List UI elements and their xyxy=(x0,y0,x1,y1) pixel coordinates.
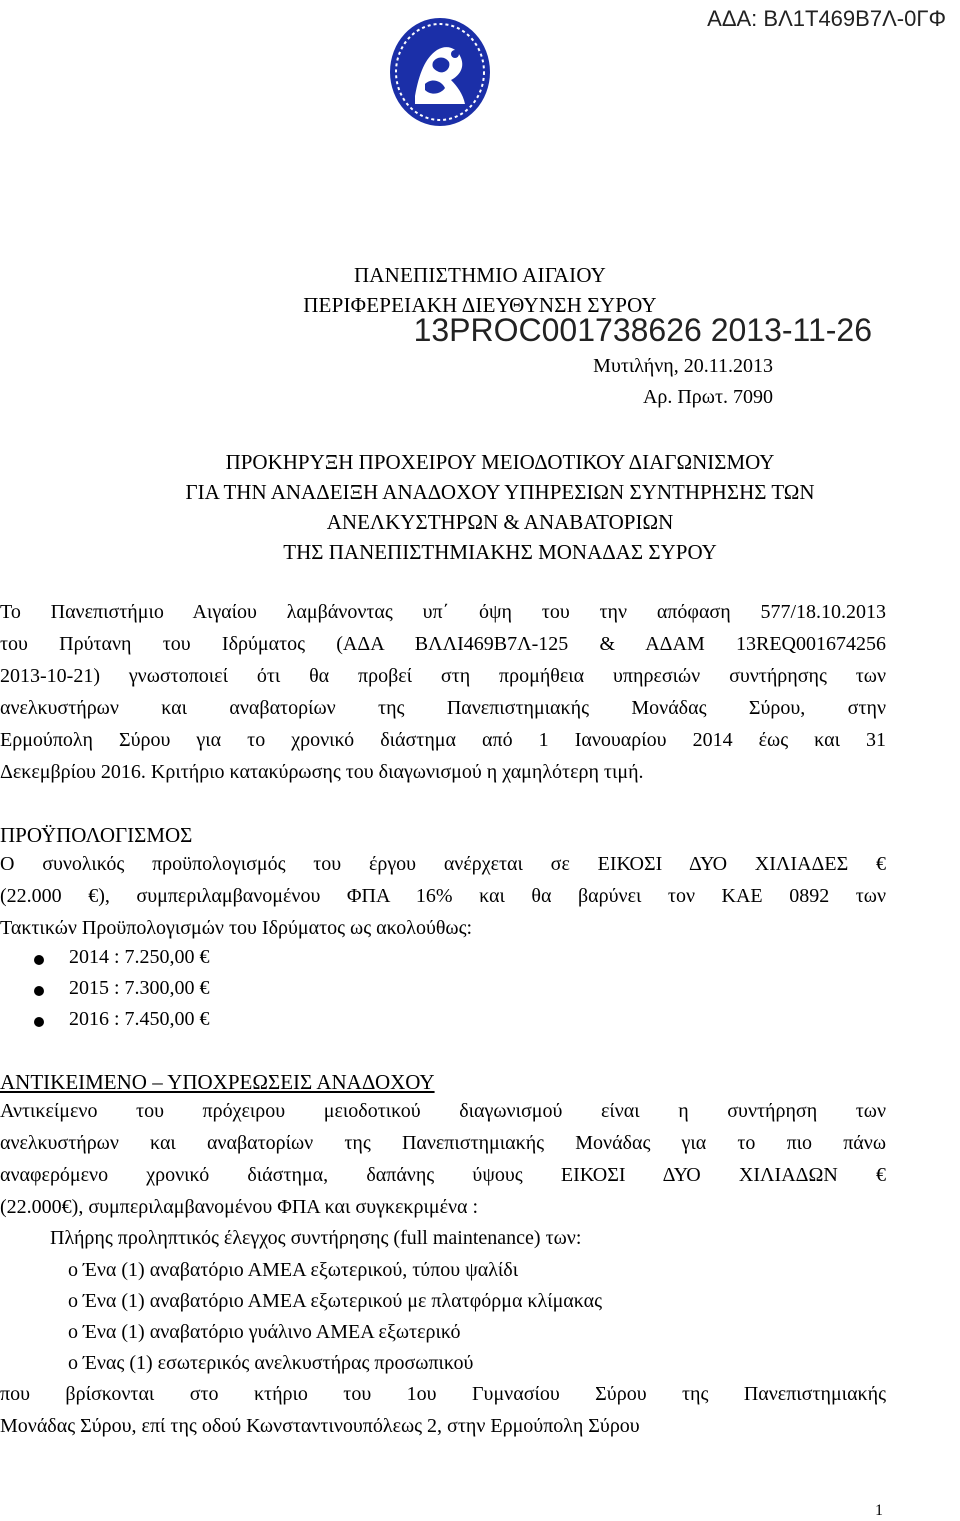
place-date: Μυτιλήνη, 20.11.2013 xyxy=(593,355,773,377)
intro-line: Δεκεμβρίου 2016. Κριτήριο κατακύρωσης του διαγωνισμού η χαμηλότερη τιμή. xyxy=(0,761,644,783)
subject-heading: ΑΝΤΙΚΕΙΜΕΝΟ – ΥΠΟΧΡΕΩΣΕΙΣ ΑΝΑΔΟΧΟΥ xyxy=(0,1070,435,1094)
university-name: ΠΑΝΕΠΙΣΤΗΜΙΟ ΑΙΓΑΙΟΥ xyxy=(353,263,607,287)
unit-item: ο Ένα (1) αναβατόριο γυάλινο ΑΜΕΑ εξωτερικό xyxy=(68,1321,461,1343)
ada-code: ΑΔΑ: ΒΛ1Τ469Β7Λ-0ΓΦ xyxy=(707,6,946,31)
budget-line: Τακτικών Προϋπολογισμών του Ιδρύματος ως ακολούθως: xyxy=(0,917,473,939)
procurement-ref-code: 13PROC001738626 2013-11-26 xyxy=(413,312,872,348)
closing-line: που βρίσκονται στο κτήριο του 1ου Γυμνασίου Σύρου της Πανεπιστημιακής xyxy=(0,1383,886,1405)
intro-line: του Πρύτανη του Ιδρύματος (ΑΔΑ ΒΛΛΙ469Β7Λ-125 & ΑΔΑΜ 13REQ001674256 xyxy=(0,633,886,655)
subject-line: Αντικείμενο του πρόχειρου μειοδοτικού διαγωνισμού είναι η συντήρηση των xyxy=(0,1100,886,1122)
budget-heading: ΠΡΟΫΠΟΛΟΓΙΣΜΟΣ xyxy=(0,823,193,847)
title-line: ΠΡΟΚΗΡΥΞΗ ΠΡΟΧΕΙΡΟΥ ΜΕΙΟΔΟΤΙΚΟΥ ΔΙΑΓΩΝΙΣΜΟΥ xyxy=(225,450,775,474)
title-line: ΑΝΕΛΚΥΣΤΗΡΩΝ & ΑΝΑΒΑΤΟΡΙΩΝ xyxy=(326,510,674,534)
closing-line: Μονάδας Σύρου, επί της οδού Κωνσταντινουπόλεως 2, στην Ερμούπολη Σύρου xyxy=(0,1415,640,1437)
university-seal-logo xyxy=(385,14,495,130)
bullet-icon xyxy=(34,955,44,965)
directorate-name: ΠΕΡΙΦΕΡΕΙΑΚΗ ΔΙΕΥΘΥΝΣΗ ΣΥΡΟΥ xyxy=(303,293,657,317)
subject-line: αναφερόμενο χρονικό διάστημα, δαπάνης ύψους ΕΙΚΟΣΙ ΔΥΟ ΧΙΛΙΑΔΩΝ € xyxy=(0,1164,886,1186)
budget-item: 2015 : 7.300,00 € xyxy=(69,977,210,999)
unit-item: ο Ένα (1) αναβατόριο ΑΜΕΑ εξωτερικού, τύπου ψαλίδι xyxy=(68,1259,519,1281)
protocol-number: Αρ. Πρωτ. 7090 xyxy=(642,386,773,408)
unit-item: ο Ένα (1) αναβατόριο ΑΜΕΑ εξωτερικού με πλατφόρμα κλίμακας xyxy=(68,1290,603,1312)
bullet-icon xyxy=(34,986,44,996)
intro-line: Ερμούπολη Σύρου για το χρονικό διάστημα από 1 Ιανουαρίου 2014 έως και 31 xyxy=(0,729,886,751)
bullet-icon xyxy=(34,1017,44,1027)
budget-item: 2016 : 7.450,00 € xyxy=(69,1008,210,1030)
title-line: ΤΗΣ ΠΑΝΕΠΙΣΤΗΜΙΑΚΗΣ ΜΟΝΑΔΑΣ ΣΥΡΟΥ xyxy=(283,540,717,564)
page-number: 1 xyxy=(875,1502,883,1519)
unit-item: ο Ένας (1) εσωτερικός ανελκυστήρας προσωπικού xyxy=(68,1352,474,1374)
budget-line: Ο συνολικός προϋπολογισμός του έργου ανέρχεται σε ΕΙΚΟΣΙ ΔΥΟ ΧΙΛΙΑΔΕΣ € xyxy=(0,853,886,875)
subject-line: ανελκυστήρων και αναβατορίων της Πανεπιστημιακής Μονάδας για το πιο πάνω xyxy=(0,1132,886,1154)
intro-line: 2013-10-21) γνωστοποιεί ότι θα προβεί στη προμήθεια υπηρεσιών συντήρησης των xyxy=(0,665,886,687)
subject-line: (22.000€), συμπεριλαμβανομένου ΦΠΑ και συγκεκριμένα : xyxy=(0,1196,479,1218)
title-line: ΓΙΑ ΤΗΝ ΑΝΑΔΕΙΞΗ ΑΝΑΔΟΧΟΥ ΥΠΗΡΕΣΙΩΝ ΣΥΝΤΗΡΗΣΗΣ ΤΩΝ xyxy=(185,480,815,504)
intro-line: Το Πανεπιστήμιο Αιγαίου λαμβάνοντας υπ΄ όψη του την απόφαση 577/18.10.2013 xyxy=(0,601,886,623)
intro-line: ανελκυστήρων και αναβατορίων της Πανεπιστημιακής Μονάδας Σύρου, στην xyxy=(0,697,886,719)
budget-line: (22.000 €), συμπεριλαμβανομένου ΦΠΑ 16% και θα βαρύνει τον ΚΑΕ 0892 των xyxy=(0,885,886,907)
maintenance-line: Πλήρης προληπτικός έλεγχος συντήρησης (full maintenance) των: xyxy=(50,1227,582,1249)
budget-item: 2014 : 7.250,00 € xyxy=(69,946,210,968)
